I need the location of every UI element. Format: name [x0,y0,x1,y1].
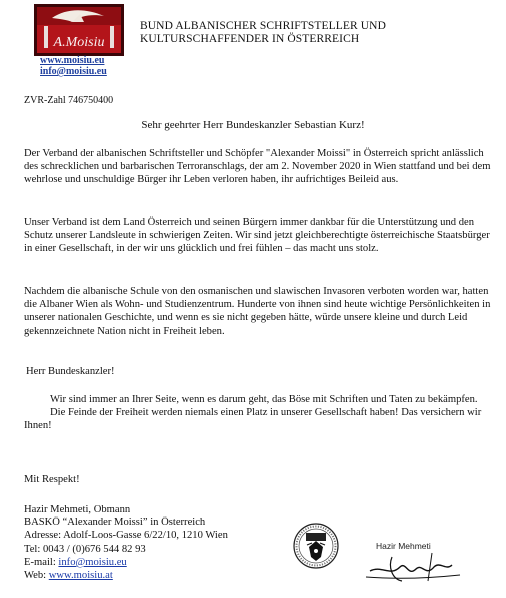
support-line-2: Die Feinde der Freiheit werden niemals einen Platz in unserer Gesellschaft haben! Das versichern wir Ihnen! [24,407,482,432]
header-links [40,55,107,77]
signer-web-row [24,569,228,582]
salutation: Herr Bundeskanzler! [26,366,115,377]
signer-address: Adresse: Adolf-Loos-Gasse 6/22/10, 1210 Wien [24,530,228,542]
official-seal-stamp [292,509,340,583]
paragraph-support [24,393,494,433]
organization-name [140,20,480,46]
web-label: Web: [24,570,49,582]
signature-block [24,503,228,582]
email-link[interactable]: info@moisiu.eu [40,66,107,77]
handwritten-signature [362,537,466,587]
letter-greeting: Sehr geehrter Herr Bundeskanzler Sebastian Kurz! [141,119,365,131]
paragraph-history: Nachdem die albanische Schule von den osmanischen und slawischen Invasoren verboten worden war, hatten die Albaner Wien als Wohn- und Studienzentrum. Hunderte von ihnen sind heute wichtige Persönlichkeiten in unserer nationalen Geschichte, und wenn es sie nicht gegeben hätte, würde unsere kleine und durch Leid gekennzeichnete Nation nicht in Freiheit leben. [24,286,491,337]
closing-remark: Mit Respekt! [24,474,80,485]
paragraph-gratitude: Unser Verband ist dem Land Österreich und seinen Bürgern immer dankbar für die Unterstützung und den Schutz unserer Landsleute in schwierigen Zeiten. Wir sind jetzt gleichberechtigte österreichische Staatsbürger in einer Gesellschaft, in der wir uns glücklich und frei fühlen – das macht uns stolz. [24,217,490,255]
signer-phone: Tel: 0043 / (0)676 544 82 93 [24,543,146,555]
website-link[interactable]: www.moisiu.eu [40,55,105,66]
org-name-line-2: KULTURSCHAFFENDER IN ÖSTERREICH [140,33,360,45]
org-name-line-1: BUND ALBANISCHER SCHRIFTSTELLER UND [140,20,386,32]
signer-email-link[interactable]: info@moisiu.eu [58,556,127,568]
paragraph-condolence: Der Verband der albanischen Schriftsteller und Schöpfer "Alexander Moissi" in Österreich spricht anlässlich des schrecklichen und barbarischen Terroranschlags, der am 2. November 2020 in Wien stattfand und bei dem wehrlose und unschuldige Bürger ihr Leben verloren haben, ihr aufrichtiges Beileid aus. [24,148,491,186]
logo-text: A.Moisiu [53,35,105,50]
signer-email-row [24,556,228,569]
zvr-number: ZVR-Zahl 746750400 [24,95,114,106]
signature-printed-name: Hazir Mehmeti [376,541,431,551]
email-label: E-mail: [24,556,59,568]
org-logo [34,4,124,56]
signer-name: Hazir Mehmeti, Obmann [24,504,131,515]
signer-organization: BASKÖ “Alexander Moissi” in Österreich [24,517,206,529]
signer-web-link[interactable]: www.moisiu.at [48,570,113,582]
support-line-1: Wir sind immer an Ihrer Seite, wenn es darum geht, das Böse mit Schriften und Taten zu bekämpfen. [50,394,478,405]
